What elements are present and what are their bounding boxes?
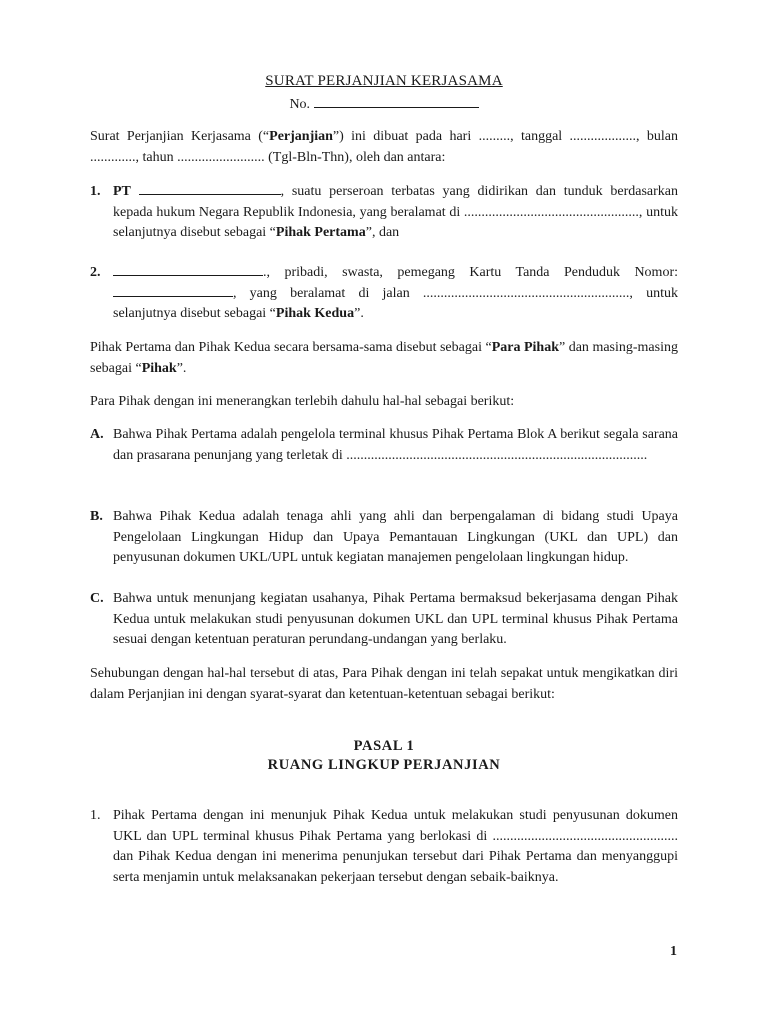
party-2-text-c: ”. (354, 306, 364, 321)
opening-text-b: ”) ini dibuat pada hari ........., tanggal ..................., bulan ............., tahun ......................... (Tgl-Bln-Thn), oleh dan antara: (90, 129, 679, 165)
para-pihak-paragraph (90, 338, 678, 379)
recital-a-text: Bahwa Pihak Pertama adalah pengelola terminal khusus Pihak Pertama Blok A berikut segala sarana dan prasarana penunjang yang terletak di ...................................................................................... (113, 427, 678, 463)
para-pihak-term-b: Pihak (141, 360, 177, 376)
party-1-text-b: ”, dan (365, 225, 400, 240)
party-1-term: Pihak Pertama (275, 225, 366, 240)
recital-a (90, 425, 678, 466)
party-1-name-blank (139, 182, 281, 195)
opening-text-a: Surat Perjanjian Kerjasama (“ (90, 129, 270, 144)
article-clause-1-text: Pihak Pertama dengan ini menunjuk Pihak Kedua untuk melakukan studi penyusunan dokumen UKL dan UPL terminal khusus Pihak Pertama yang berlokasi di ..................................................... dan Pihak Kedua dengan ini menerima penunjukan tersebut dari Pihak Pertama dan menyanggupi serta menjamin untuk melaksanakan pekerjaan tersebut dengan sebaik-baiknya. (113, 808, 678, 885)
preamble-paragraph: Para Pihak dengan ini menerangkan terlebih dahulu hal-hal sebagai berikut: (90, 394, 515, 409)
party-2-term: Pihak Kedua (275, 306, 355, 321)
party-1-text-a: , suatu perseroan terbatas yang didirikan dan tunduk berdasarkan kepada hukum Negara Republik Indonesia, yang beralamat di .................................................., untuk selanjutnya disebut sebagai “ (113, 184, 678, 240)
party-2-id-blank (113, 284, 233, 297)
article-clause-1 (90, 806, 678, 888)
document-number (0, 95, 768, 113)
article-number: PASAL 1 (353, 738, 415, 754)
party-2 (90, 263, 678, 325)
para-pihak-term-a: Para Pihak (491, 340, 559, 355)
article-clause-1-marker: 1. (90, 808, 101, 823)
article-title: RUANG LINGKUP PERJANJIAN (267, 757, 501, 773)
para-pihak-text-c: ”. (176, 360, 187, 376)
number-blank (314, 95, 479, 108)
party-1-marker: 1. (90, 184, 101, 199)
party-1-body (113, 182, 678, 244)
opening-paragraph (90, 127, 678, 168)
para-pihak-text-b: ” dan masing-masing sebagai “ (90, 340, 678, 376)
party-2-body (113, 263, 678, 325)
recital-c-text: Bahwa untuk menunjang kegiatan usahanya, Pihak Pertama bermaksud bekerjasama dengan Pihak Kedua untuk melakukan studi penyusunan dokumen UKL dan UPL terminal khusus Pihak Pertama sesuai dengan ketentuan peraturan perundang-undangan yang berlaku. (113, 591, 678, 647)
number-label: No. (289, 97, 311, 112)
opening-term: Perjanjian (269, 129, 333, 144)
recital-a-marker: A. (90, 427, 104, 442)
party-2-text-b: , yang beralamat di jalan ..........................................................., untuk selanjutnya disebut sebagai “ (113, 285, 678, 321)
party-1-prefix: PT (113, 184, 131, 199)
agreement-paragraph: Sehubungan dengan hal-hal tersebut di atas, Para Pihak dengan ini telah sepakat untuk mengikatkan diri dalam Perjanjian ini dengan syarat-syarat dan ketentuan-ketentuan sebagai berikut: (90, 666, 678, 702)
recital-c (90, 589, 678, 651)
party-1 (90, 182, 678, 244)
party-2-name-blank (113, 263, 263, 276)
para-pihak-text-a: Pihak Pertama dan Pihak Kedua secara bersama-sama disebut sebagai “ (90, 340, 492, 355)
recital-b (90, 507, 678, 569)
recital-b-marker: B. (90, 509, 103, 524)
page-number: 1 (670, 944, 677, 959)
party-2-marker: 2. (90, 265, 101, 280)
document-title: SURAT PERJANJIAN KERJASAMA (265, 73, 503, 89)
party-2-text-a: ., pribadi, swasta, pemegang Kartu Tanda Penduduk Nomor: (263, 265, 678, 280)
recital-c-marker: C. (90, 591, 104, 606)
recital-b-text: Bahwa Pihak Kedua adalah tenaga ahli yang ahli dan berpengalaman di bidang studi Upaya Pengelolaan Lingkungan Hidup dan Upaya Pemantauan Lingkungan (UKL dan UPL) dan penyusunan dokumen UKL/UPL untuk kegiatan manajemen pengelolaan lingkungan hidup. (113, 509, 678, 565)
